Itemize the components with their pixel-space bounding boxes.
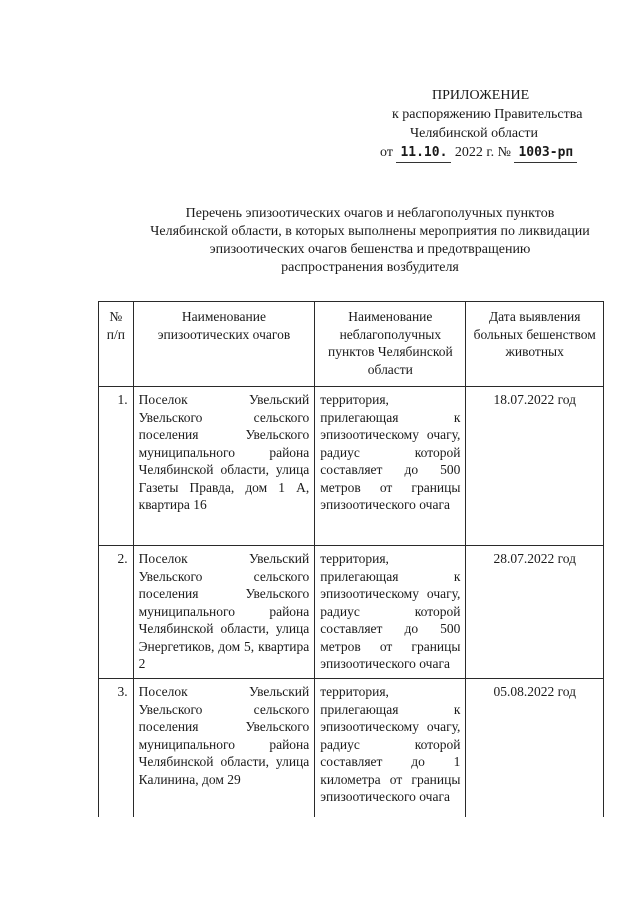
row-date: 18.07.2022 год <box>466 387 604 546</box>
row-point: территория, прилегающая к эпизоотическому очагу, радиус которой составляет до 500 метров от границы эпизоотического очага <box>315 546 466 679</box>
table-row <box>99 679 604 818</box>
header-focus: Наименование эпизоотических очагов <box>133 302 315 387</box>
handwritten-number: 1003-рп <box>514 143 577 163</box>
appendix-line-region: Челябинской области <box>410 126 538 141</box>
row-date: 28.07.2022 год <box>466 546 604 679</box>
appendix-title: ПРИЛОЖЕНИЕ <box>432 88 530 103</box>
document-title: Перечень эпизоотических очагов и неблагополучных пунктов Челябинской области, в которых выполнены мероприятия по ликвидации эпизоотических очагов бешенства и предотвращению распространения возбудителя <box>150 206 590 275</box>
row-point: территория, прилегающая к эпизоотическому очагу, радиус которой составляет до 500 метров от границы эпизоотического очага <box>315 387 466 546</box>
header-number: № п/п <box>99 302 134 387</box>
row-focus: Поселок Увельский Увельского сельского поселения Увельского муниципального района Челябинской области, улица Газеты Правда, дом 1 А, квартира 16 <box>133 387 315 546</box>
table-row <box>99 387 604 546</box>
row-focus: Поселок Увельский Увельского сельского поселения Увельского муниципального района Челябинской области, улица Калинина, дом 29 <box>133 679 315 818</box>
appendix-header <box>372 86 612 163</box>
table-header-row <box>99 302 604 387</box>
foci-table <box>98 301 604 817</box>
year-number-label: 2022 г. № <box>454 145 511 160</box>
row-number: 2. <box>99 546 134 679</box>
from-label: от <box>380 145 393 160</box>
header-point: Наименование неблагополучных пунктов Челябинской области <box>315 302 466 387</box>
row-number: 3. <box>99 679 134 818</box>
appendix-line-order: к распоряжению Правительства <box>392 107 583 122</box>
handwritten-date: 11.10. <box>396 143 451 163</box>
row-date: 05.08.2022 год <box>466 679 604 818</box>
header-date: Дата выявления больных бешенством животных <box>466 302 604 387</box>
row-focus: Поселок Увельский Увельского сельского поселения Увельского муниципального района Челябинской области, улица Энергетиков, дом 5, квартира 2 <box>133 546 315 679</box>
row-number: 1. <box>99 387 134 546</box>
appendix-date-line <box>372 143 612 163</box>
table-row <box>99 546 604 679</box>
row-point: территория, прилегающая к эпизоотическому очагу, радиус которой составляет до 1 километра от границы эпизоотического очага <box>315 679 466 818</box>
